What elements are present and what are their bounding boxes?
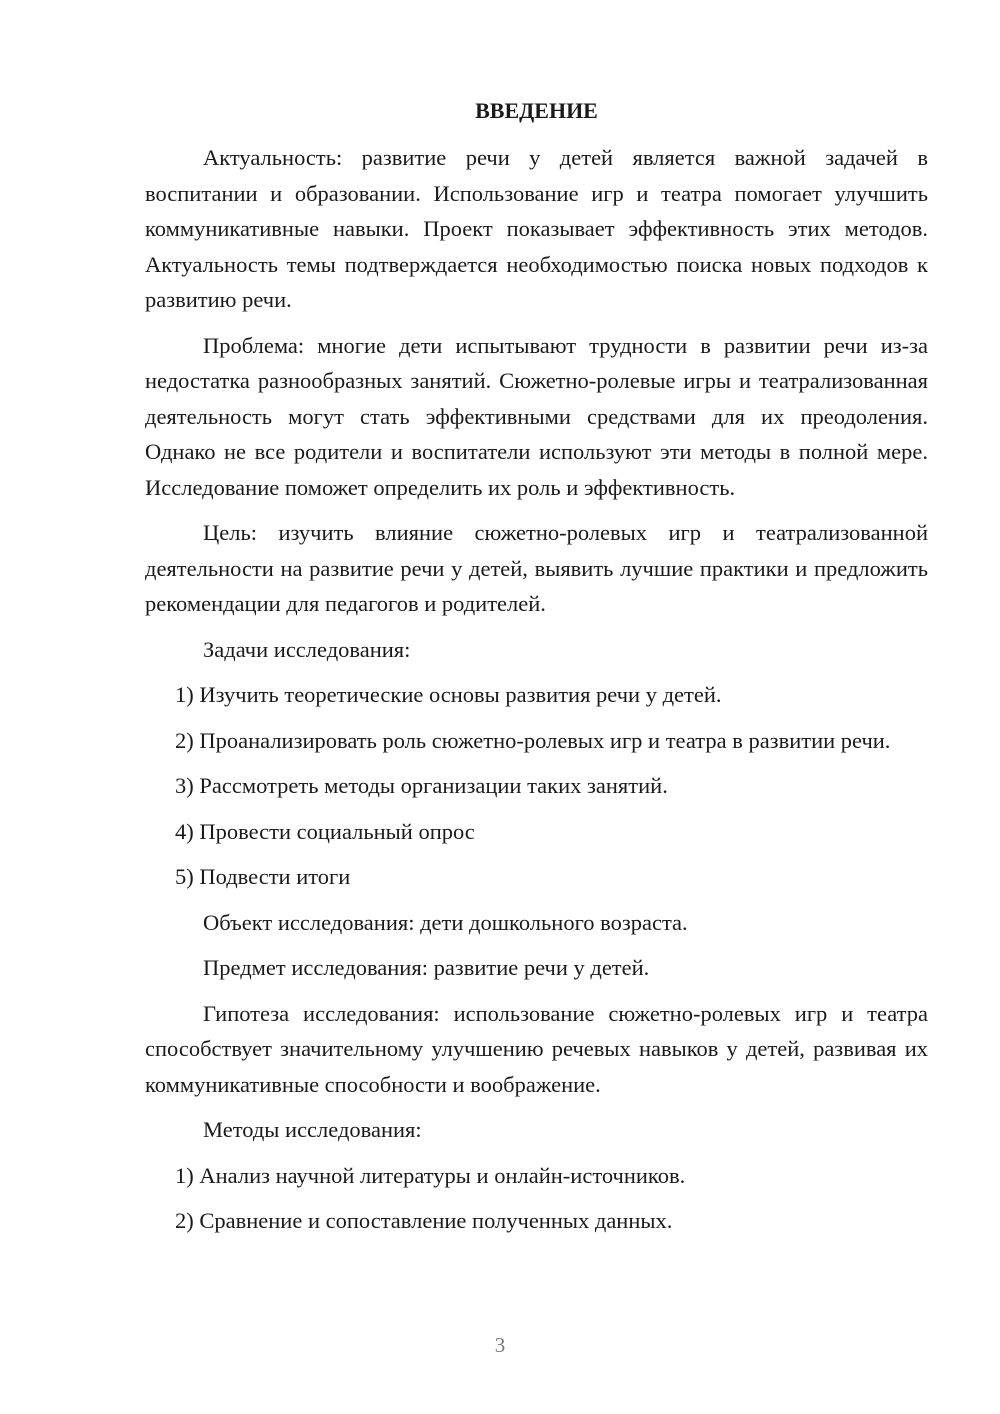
task-item: 5) Подвести итоги [175, 864, 351, 889]
section-heading: ВВЕДЕНИЕ [475, 98, 598, 123]
task-item: 2) Проанализировать роль сюжетно-ролевых игр и театра в развитии речи. [175, 727, 891, 753]
relevance-paragraph: Актуальность: развитие речи у детей является важной задачей в воспитании и образовании. Использование игр и театра помогает улучшить коммуникативные навыки. Проект показывает эффективность этих методов. Актуальность темы подтверждается необходимостью поиска новых подходов к развитию речи. [145, 145, 928, 312]
method-item: 2) Сравнение и сопоставление полученных данных. [175, 1208, 673, 1233]
document-page [145, 92, 928, 1249]
task-item: 3) Рассмотреть методы организации таких занятий. [175, 773, 668, 798]
methods-label: Методы исследования: [203, 1117, 422, 1142]
research-object: Объект исследования: дети дошкольного возраста. [203, 909, 688, 935]
task-item: 4) Провести социальный опрос [175, 818, 475, 844]
research-subject: Предмет исследования: развитие речи у детей. [203, 955, 650, 980]
problem-paragraph: Проблема: многие дети испытывают трудности в развитии речи из-за недостатка разнообразных занятий. Сюжетно-ролевые игры и театрализованная деятельность могут стать эффективными средствами для их преодоления. Однако не все родители и воспитатели используют эти методы в полной мере. Исследование поможет определить их роль и эффективность. [145, 332, 928, 500]
page-number: 3 [494, 1333, 506, 1357]
task-item: 1) Изучить теоретические основы развития речи у детей. [175, 682, 722, 707]
tasks-label: Задачи исследования: [203, 636, 411, 662]
method-item: 1) Анализ научной литературы и онлайн-источников. [175, 1162, 686, 1188]
goal-paragraph: Цель: изучить влияние сюжетно-ролевых игр и театрализованной деятельности на развитие речи у детей, выявить лучшие практики и предложить рекомендации для педагогов и родителей. [145, 520, 928, 616]
hypothesis-paragraph: Гипотеза исследования: использование сюжетно-ролевых игр и театра способствует значительному улучшению речевых навыков у детей, развивая их коммуникативные способности и воображение. [145, 1000, 928, 1097]
